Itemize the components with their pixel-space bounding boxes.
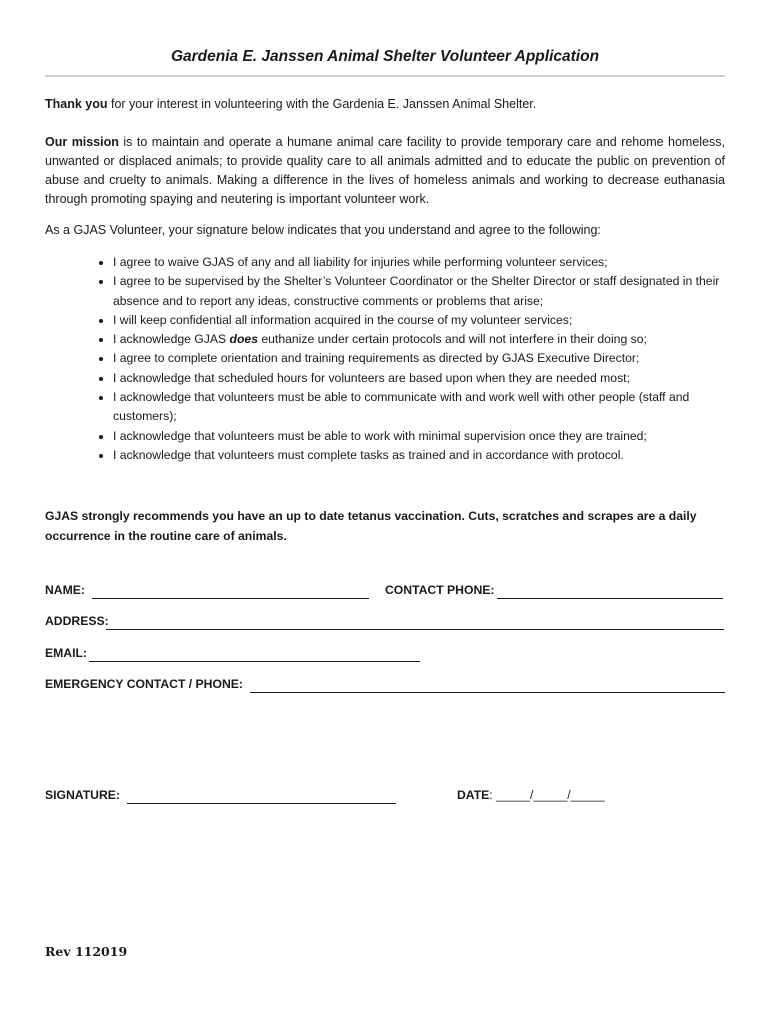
- date-label: DATE: _____/_____/_____: [457, 788, 605, 802]
- list-item: • I acknowledge that volunteers must complete tasks as trained and in accordance with protocol.: [113, 446, 725, 465]
- mission-lead: Our mission: [45, 135, 119, 149]
- thank-you-paragraph: [45, 95, 725, 114]
- thanks-lead: Thank you: [45, 97, 108, 111]
- list-item: • I acknowledge that volunteers must be able to work with minimal supervision once they are trained;: [113, 427, 725, 446]
- mission-paragraph: [45, 133, 725, 209]
- list-item: • I agree to waive GJAS of any and all liability for injuries while performing volunteer services;: [113, 253, 725, 272]
- emergency-contact-field[interactable]: [250, 692, 725, 693]
- term-text-rest: euthanize under certain protocols and will not interfere in their doing so;: [257, 332, 647, 347]
- name-field[interactable]: [92, 598, 369, 599]
- signature-field[interactable]: [127, 803, 396, 804]
- list-item: • I acknowledge that scheduled hours for volunteers are based upon when they are needed most;: [113, 369, 725, 388]
- list-item: • I will keep confidential all information acquired in the course of my volunteer services;: [113, 311, 725, 330]
- tetanus-warning: GJAS strongly recommends you have an up to date tetanus vaccination. Cuts, scratches and scrapes are a daily occurrence in the routine care of animals.: [45, 509, 697, 543]
- term-text: I acknowledge GJAS: [113, 332, 230, 347]
- email-label: EMAIL:: [45, 646, 87, 660]
- mission-text: is to maintain and operate a humane animal care facility to provide temporary care and rehome homeless, unwanted or displaced animals; to provide quality care to all animals admitted and to educate the public on prevention of abuse and cruelty to animals. Making a difference in the lives of homeless animals and working to decrease euthanasia through promoting spaying and neutering is important volunteer work.: [45, 135, 726, 206]
- title-divider: [45, 75, 725, 77]
- list-item: • I acknowledge that volunteers must be able to communicate with and work well with other people (staff and customers);: [113, 388, 725, 427]
- list-item: • I agree to complete orientation and training requirements as directed by GJAS Executive Director;: [113, 349, 725, 368]
- address-label: ADDRESS:: [45, 614, 109, 628]
- contact-phone-label: CONTACT PHONE:: [385, 583, 495, 597]
- list-item: [113, 330, 725, 349]
- contact-phone-field[interactable]: [497, 598, 723, 599]
- agreement-terms-list: [45, 253, 725, 465]
- date-field[interactable]: : _____/_____/_____: [489, 788, 605, 802]
- emergency-contact-label: EMERGENCY CONTACT / PHONE:: [45, 677, 243, 691]
- thanks-text: for your interest in volunteering with the Gardenia E. Janssen Animal Shelter.: [107, 97, 537, 111]
- page-title: Gardenia E. Janssen Animal Shelter Volunteer Application: [170, 48, 600, 65]
- list-item: • I agree to be supervised by the Shelter’s Volunteer Coordinator or the Shelter Director or staff designated in their absence and to report any ideas, constructive comments or problems that arise;: [113, 272, 725, 311]
- signature-label: SIGNATURE:: [45, 788, 120, 802]
- revision-number: Rev 112019: [45, 944, 128, 959]
- name-label: NAME:: [45, 583, 85, 597]
- term-emphasis: does: [229, 332, 258, 347]
- address-field[interactable]: [106, 629, 724, 630]
- email-field[interactable]: [89, 661, 420, 662]
- agreement-intro: As a GJAS Volunteer, your signature below indicates that you understand and agree to the following:: [45, 223, 601, 237]
